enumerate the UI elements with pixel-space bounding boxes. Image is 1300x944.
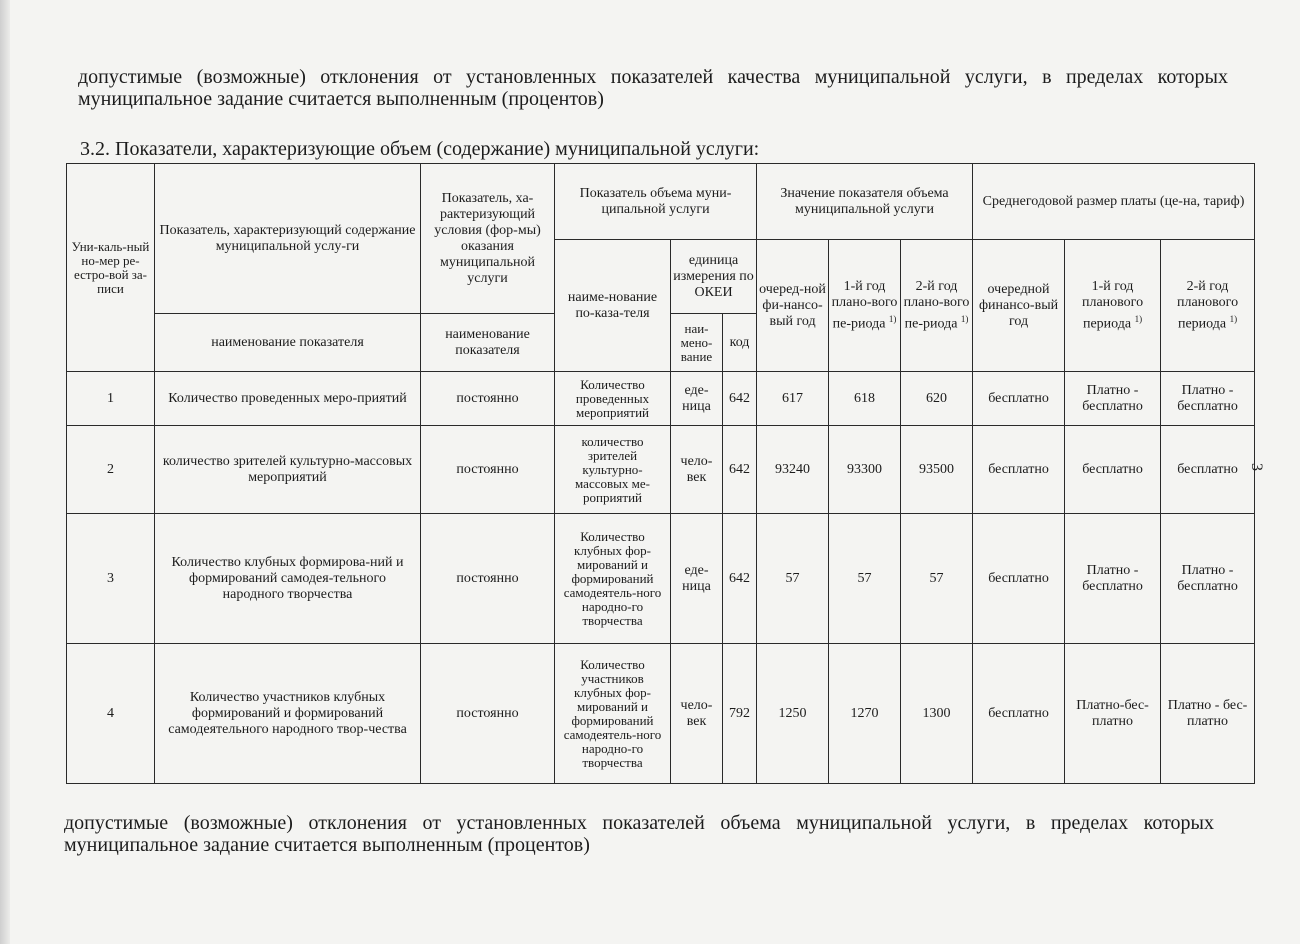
- row-value-current: 57: [757, 514, 829, 644]
- header-fee-plan2: 2-й год планового периода $^{1)}$: [1161, 240, 1255, 372]
- header-content-indicator: Показатель, характеризующий содержание муниципальной услу-ги: [155, 164, 421, 314]
- header-unique-number: Уни-каль-ный но-мер ре-естро-вой за-писи: [67, 164, 155, 372]
- row-fee-plan1: Платно - бесплатно: [1065, 372, 1161, 426]
- row-fee-plan2: Платно - бесплатно: [1161, 372, 1255, 426]
- row-fee-current: бесплатно: [973, 426, 1065, 514]
- scan-page-edge: [0, 0, 10, 944]
- row-content: Количество участников клубных формирований и формирований самодеятельного народного твор-чества: [155, 644, 421, 784]
- row-value-plan1: 93300: [829, 426, 901, 514]
- table-row: [67, 514, 1255, 644]
- row-fee-plan1: Платно - бесплатно: [1065, 514, 1161, 644]
- row-indicator: Количество проведенных мероприятий: [555, 372, 671, 426]
- header-volume-indicator: Показатель объема муни-ципальной услуги: [555, 164, 757, 240]
- section-title: 3.2. Показатели, характеризующие объем (содержание) муниципальной услуги:: [80, 138, 760, 160]
- header-indicator-name: наиме-нование по-каза-теля: [555, 240, 671, 372]
- row-content: Количество клубных формирова-ний и формирований самодея-тельного народного творчества: [155, 514, 421, 644]
- row-unit: еде-ница: [671, 372, 723, 426]
- row-code: 642: [723, 426, 757, 514]
- row-value-plan1: 57: [829, 514, 901, 644]
- row-code: 792: [723, 644, 757, 784]
- header-okei-unit: единица измерения по ОКЕИ: [671, 240, 757, 314]
- header-okei-code: код: [723, 314, 757, 372]
- row-number: 3: [67, 514, 155, 644]
- row-code: 642: [723, 514, 757, 644]
- row-indicator: количество зрителей культурно-массовых ме-роприятий: [555, 426, 671, 514]
- row-fee-plan2: Платно - бесплатно: [1161, 514, 1255, 644]
- header-vv-plan2: 2-й год плано-вого пе-риода $^{1)}$: [901, 240, 973, 372]
- row-content: Количество проведенных меро-приятий: [155, 372, 421, 426]
- header-vv-plan1: 1-й год плано-вого пе-риода $^{1)}$: [829, 240, 901, 372]
- row-condition: постоянно: [421, 426, 555, 514]
- row-value-plan1: 618: [829, 372, 901, 426]
- row-value-current: 617: [757, 372, 829, 426]
- row-value-current: 1250: [757, 644, 829, 784]
- table-row: [67, 644, 1255, 784]
- header-fee-plan1: 1-й год планового периода $^{1)}$: [1065, 240, 1161, 372]
- volume-deviation-text: допустимые (возможные) отклонения от установленных показателей объема муниципальной услуги, в пределах которых муниципальное задание считается выполненным (процентов): [64, 812, 1214, 856]
- header-okei-name: наи-мено-вание: [671, 314, 723, 372]
- row-value-plan2: 620: [901, 372, 973, 426]
- header-volume-value: Значение показателя объема муниципальной услуги: [757, 164, 973, 240]
- row-unit: еде-ница: [671, 514, 723, 644]
- table-row: [67, 426, 1255, 514]
- row-fee-current: бесплатно: [973, 372, 1065, 426]
- row-number: 4: [67, 644, 155, 784]
- row-value-plan2: 57: [901, 514, 973, 644]
- row-indicator: Количество клубных фор-мирований и формирований самодеятель-ного народно-го творчества: [555, 514, 671, 644]
- header-content-name: наименование показателя: [155, 314, 421, 372]
- row-number: 1: [67, 372, 155, 426]
- row-unit: чело-век: [671, 644, 723, 784]
- row-value-plan2: 93500: [901, 426, 973, 514]
- row-content: количество зрителей культурно-массовых мероприятий: [155, 426, 421, 514]
- row-fee-current: бесплатно: [973, 514, 1065, 644]
- row-fee-plan1: бесплатно: [1065, 426, 1161, 514]
- quality-deviation-text: допустимые (возможные) отклонения от установленных показателей качества муниципальной услуги, в пределах которых муниципальное задание считается выполненным (процентов): [78, 66, 1228, 110]
- row-code: 642: [723, 372, 757, 426]
- row-condition: постоянно: [421, 372, 555, 426]
- row-value-plan2: 1300: [901, 644, 973, 784]
- row-fee-current: бесплатно: [973, 644, 1065, 784]
- header-avg-fee: Среднегодовой размер платы (це-на, тариф): [973, 164, 1255, 240]
- row-condition: постоянно: [421, 644, 555, 784]
- header-conditions-name: наименование показателя: [421, 314, 555, 372]
- row-value-plan1: 1270: [829, 644, 901, 784]
- row-number: 2: [67, 426, 155, 514]
- row-fee-plan2: бесплатно: [1161, 426, 1255, 514]
- row-fee-plan2: Платно - бес-платно: [1161, 644, 1255, 784]
- row-condition: постоянно: [421, 514, 555, 644]
- row-fee-plan1: Платно-бес-платно: [1065, 644, 1161, 784]
- header-vv-current: очеред-ной фи-нансо-вый год: [757, 240, 829, 372]
- volume-indicators-table: [66, 163, 1255, 784]
- row-unit: чело-век: [671, 426, 723, 514]
- header-fee-current: очередной финансо-вый год: [973, 240, 1065, 372]
- row-value-current: 93240: [757, 426, 829, 514]
- header-conditions-indicator: Показатель, ха-рактеризующий условия (фор-мы) оказания муниципальной услуги: [421, 164, 555, 314]
- row-indicator: Количество участников клубных фор-мирований и формирований самодеятель-ного народно-го творчества: [555, 644, 671, 784]
- page-number: 3: [1248, 463, 1265, 471]
- table-row: [67, 372, 1255, 426]
